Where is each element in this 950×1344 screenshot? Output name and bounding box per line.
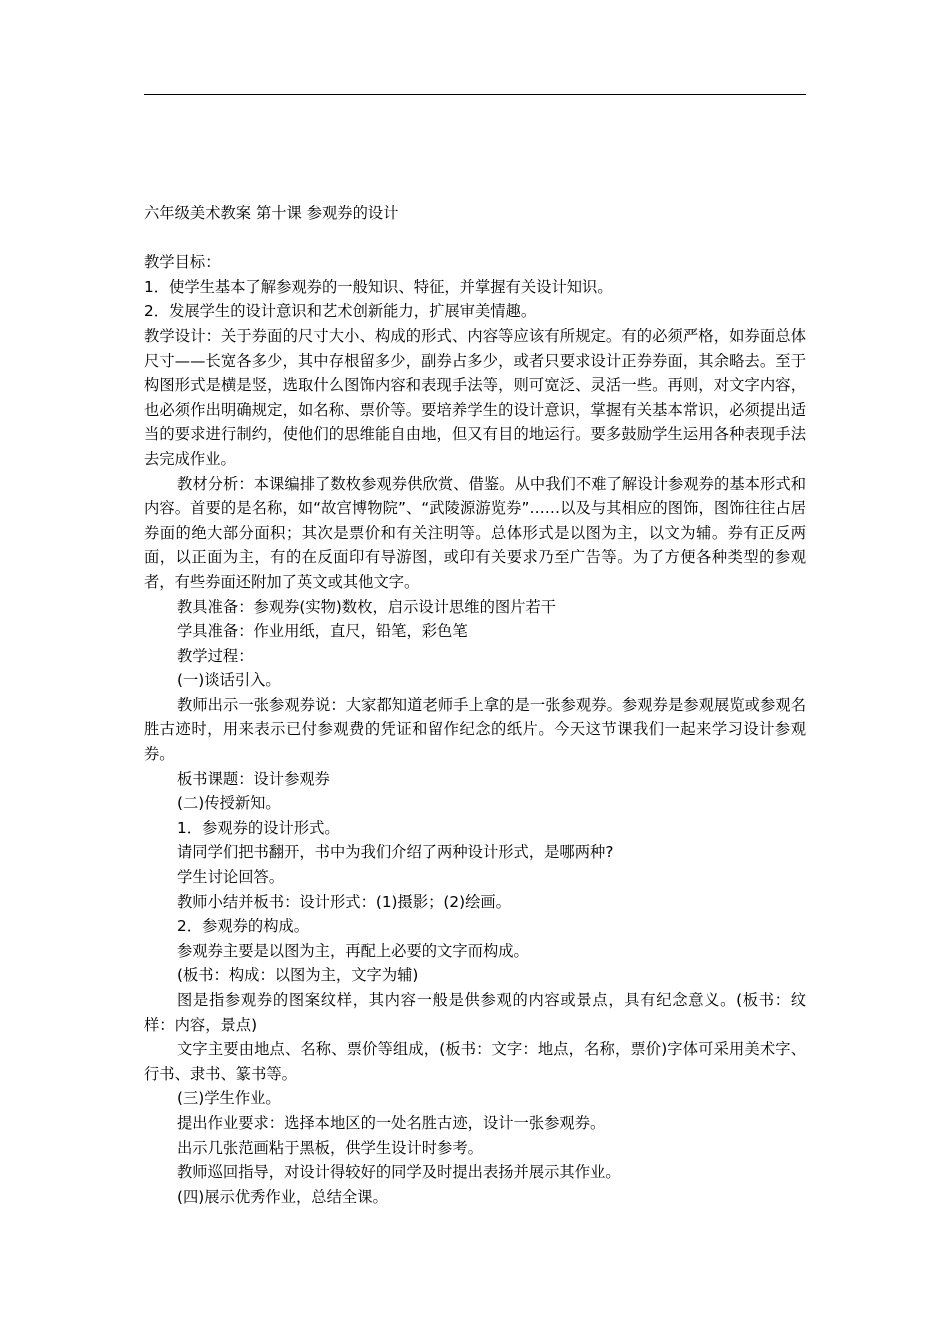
paragraph: 板书课题：设计参观券 <box>177 769 330 788</box>
spacer <box>144 226 806 251</box>
paragraph: (一)谈话引入。 <box>177 671 281 690</box>
paragraph: 教学设计：关于券面的尺寸大小、构成的形式、内容等应该有所规定。有的必须严格，如券面总体尺寸——长宽各多少，其中存根留多少，副券占多少，或者只要求设计正券券面，其余略去。至于构图形式是横是竖，选取什么图饰内容和表现手法等，则可宽泛、灵活一些。再则，对文字内容，也必须作出明确规定，如名称、票价等。要培养学生的设计意识，掌握有关基本常识，必须提出适当的要求进行制约，使他们的思维能自由地，但又有目的地运行。要多鼓励学生运用各种表现手法去完成作业。 <box>144 326 806 468</box>
paragraph: 2．参观券的构成。 <box>177 917 310 936</box>
paragraph: 1．使学生基本了解参观券的一般知识、特征，并掌握有关设计知识。 <box>144 277 613 296</box>
document-body <box>144 201 806 1209</box>
paragraph: (板书：构成：以图为主，文字为辅) <box>177 966 419 985</box>
paragraph: 2．发展学生的设计意识和艺术创新能力，扩展审美情趣。 <box>144 302 537 321</box>
paragraph: (三)学生作业。 <box>177 1089 281 1108</box>
paragraph: 图是指参观券的图案纹样，其内容一般是供参观的内容或景点，具有纪念意义。(板书：纹样：内容，景点) <box>144 991 806 1034</box>
paragraph: 教师出示一张参观券说：大家都知道老师手上拿的是一张参观券。参观券是参观展览或参观名胜古迹时，用来表示已付参观费的凭证和留作纪念的纸片。今天这节课我们一起来学习设计参观券。 <box>144 695 806 764</box>
paragraph: (二)传授新知。 <box>177 794 281 813</box>
paragraph: 教具准备：参观券(实物)数枚，启示设计思维的图片若干 <box>177 597 557 616</box>
paragraph: 学生讨论回答。 <box>177 868 285 887</box>
paragraph: 教学过程： <box>177 646 254 665</box>
paragraph: 请同学们把书翻开，书中为我们介绍了两种设计形式，是哪两种? <box>177 843 614 862</box>
paragraph: (四)展示优秀作业，总结全课。 <box>177 1187 388 1206</box>
paragraph: 教师巡回指导，对设计得较好的同学及时提出表扬并展示其作业。 <box>177 1163 621 1182</box>
paragraph: 出示几张范画粘于黑板，供学生设计时参考。 <box>177 1138 483 1157</box>
paragraph: 教学目标： <box>144 253 221 272</box>
paragraph: 参观券主要是以图为主，再配上必要的文字而构成。 <box>177 941 529 960</box>
header-rule <box>144 94 806 95</box>
paragraph: 学具准备：作业用纸，直尺，铅笔，彩色笔 <box>177 622 468 641</box>
paragraph: 文字主要由地点、名称、票价等组成，(板书：文字：地点，名称，票价)字体可采用美术字、行书、隶书、篆书等。 <box>144 1040 806 1083</box>
document-title: 六年级美术教案 第十课 参观券的设计 <box>144 204 399 222</box>
paragraph: 教材分析：本课编排了数枚参观券供欣赏、借鉴。从中我们不难了解设计参观券的基本形式和内容。首要的是名称，如“故宫博物院”、“武陵源游览券”……以及与其相应的图饰，图饰往往占居券面的绝大部分面积；其次是票价和有关注明等。总体形式是以图为主，以文为辅。券有正反两面，以正面为主，有的在反面印有导游图，或印有关要求乃至广告等。为了方便各种类型的参观者，有些券面还附加了英文或其他文字。 <box>144 474 806 591</box>
paragraph: 教师小结并板书：设计形式：(1)摄影；(2)绘画。 <box>177 892 511 911</box>
paragraph: 提出作业要求：选择本地区的一处名胜古迹，设计一张参观券。 <box>177 1113 606 1132</box>
paragraph: 1．参观券的设计形式。 <box>177 818 340 837</box>
